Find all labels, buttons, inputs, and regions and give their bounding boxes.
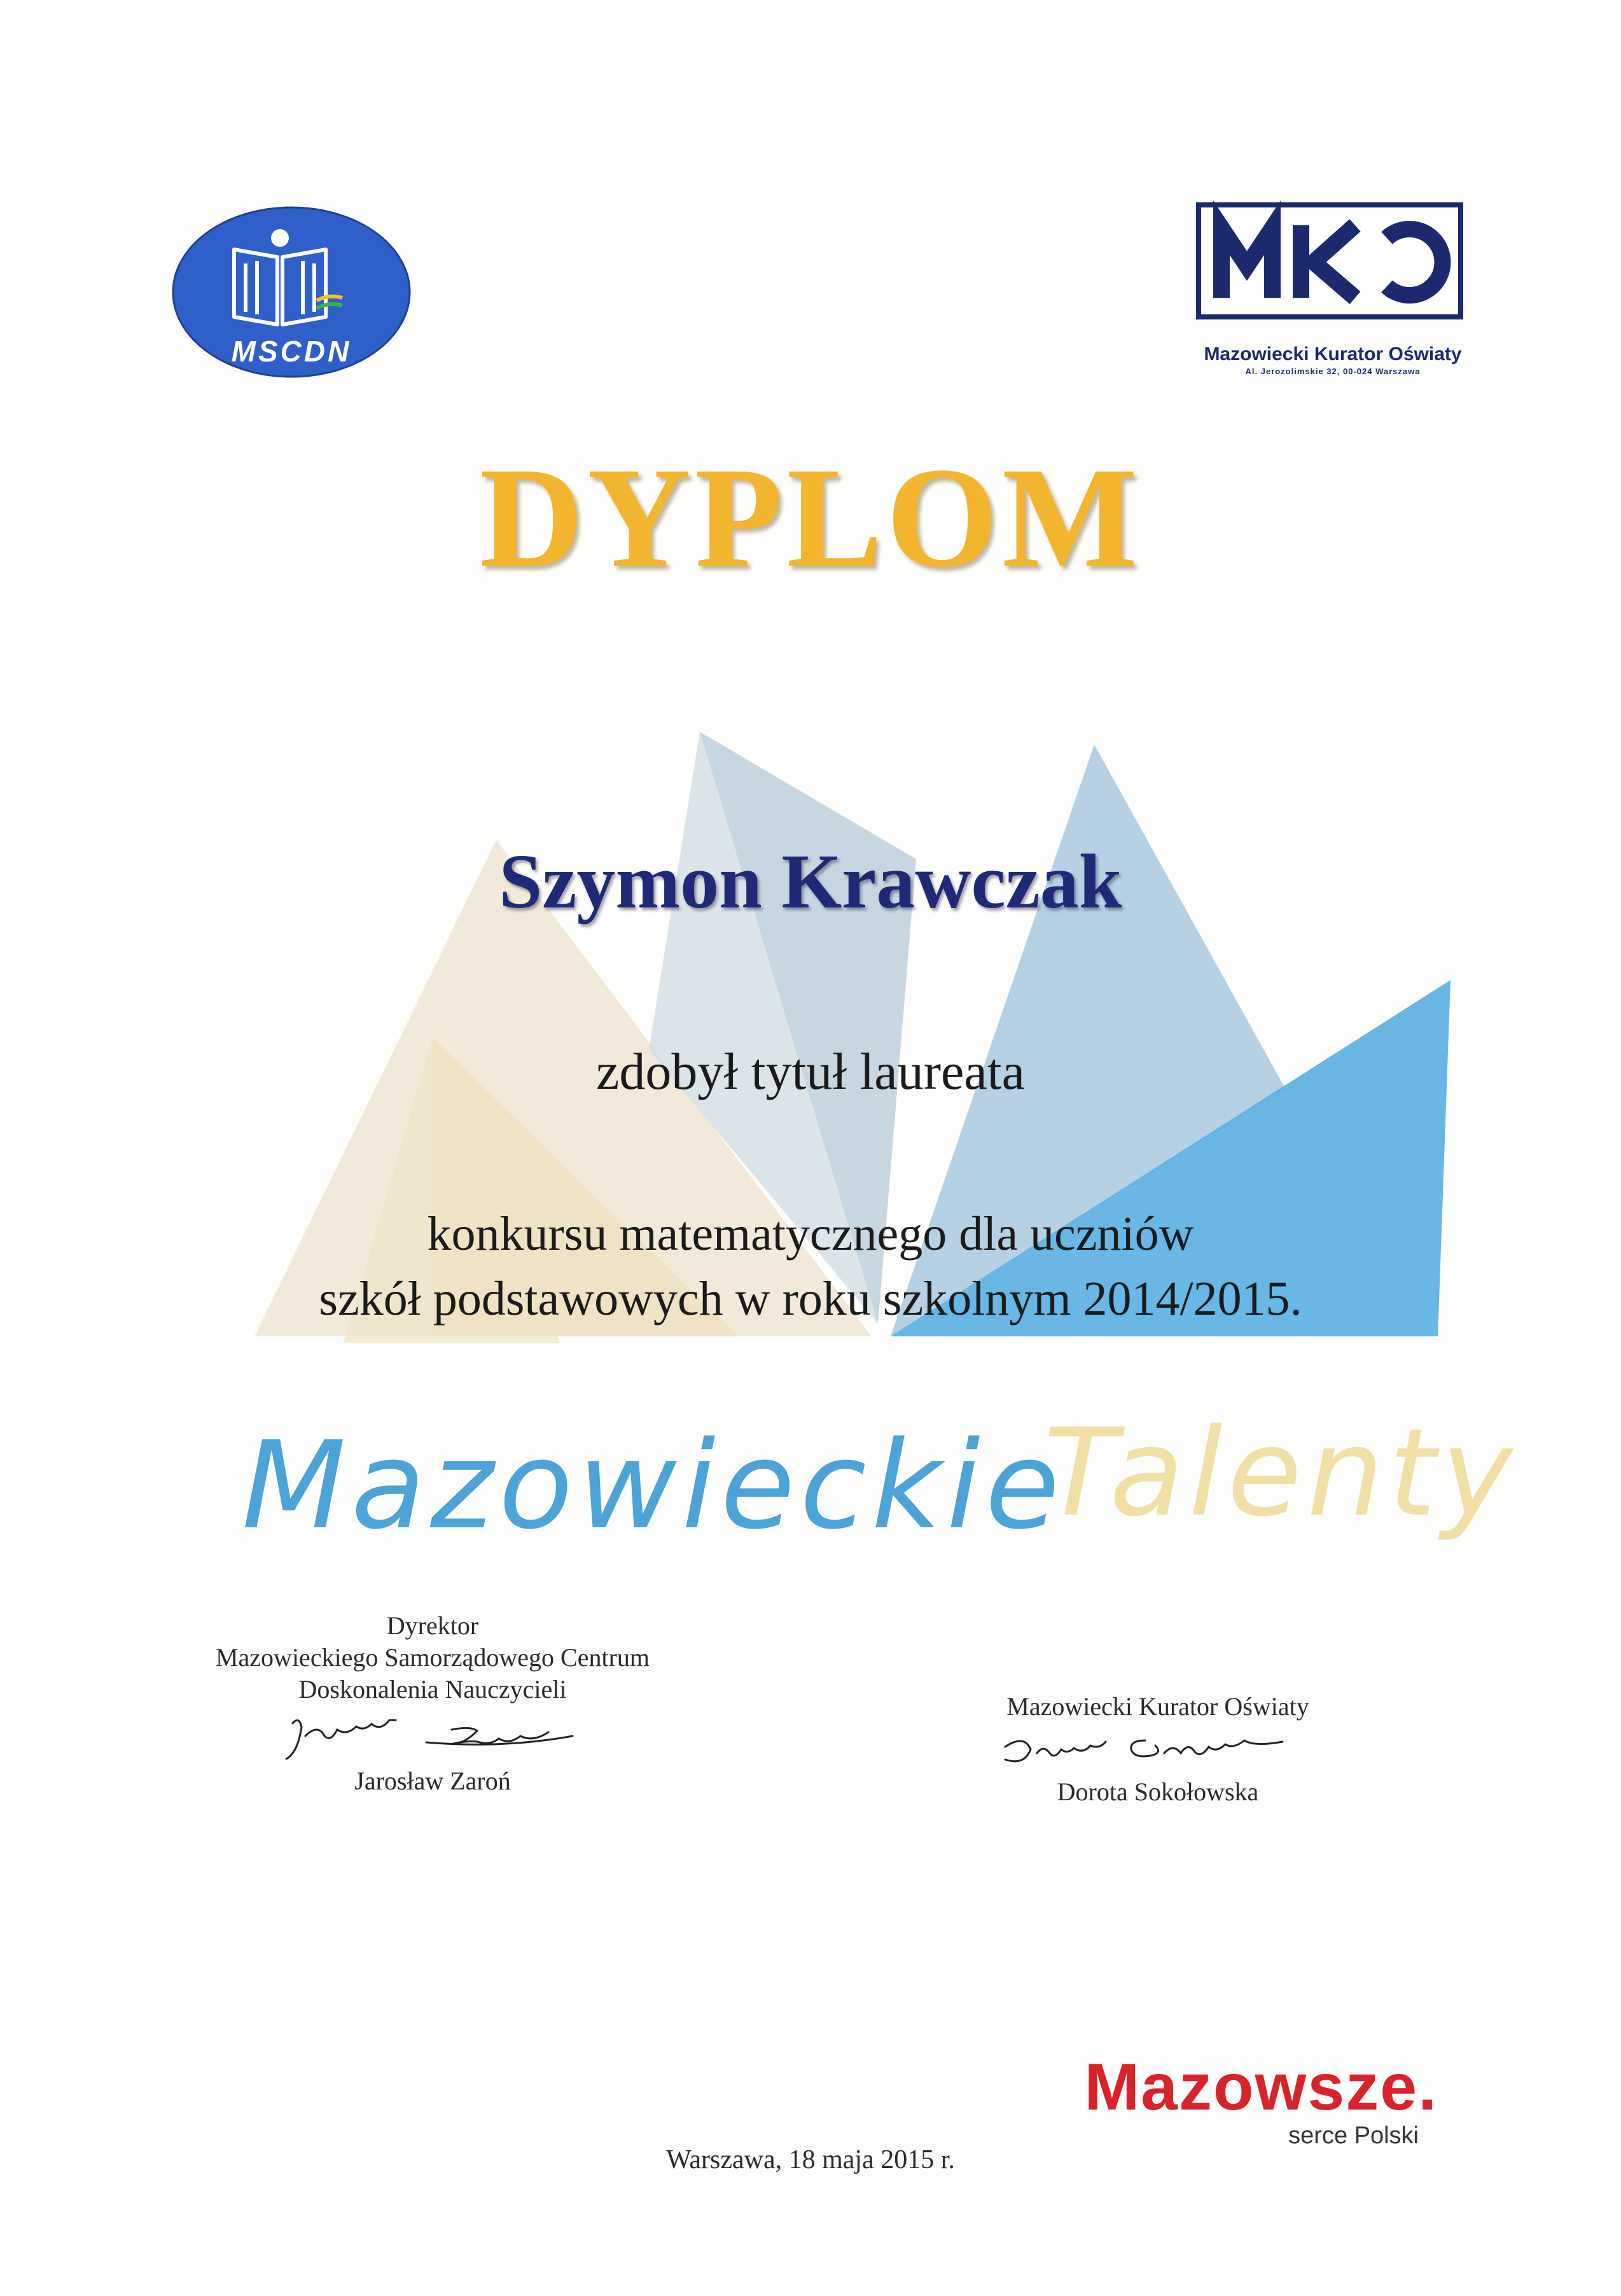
place-date: Warszawa, 18 maja 2015 r. xyxy=(666,2145,955,2174)
signature-left xyxy=(267,1711,598,1761)
mko-caption-address: Al. Jerozolimskie 32, 00-024 Warszawa xyxy=(1245,367,1421,376)
program-logo xyxy=(242,1387,1518,1572)
program-word-mazowieckie: Mazowieckie xyxy=(242,1415,1065,1556)
mko-caption-title: Mazowiecki Kurator Oświaty xyxy=(1204,344,1462,365)
signer-right-name: Dorota Sokołowska xyxy=(1057,1777,1259,1806)
diploma-title: DYPLOM xyxy=(479,438,1142,597)
signer-left-name: Jarosław Zaroń xyxy=(354,1767,511,1795)
signer-left-role-line1: Dyrektor xyxy=(386,1611,479,1640)
mko-caption xyxy=(1183,344,1482,376)
signature-block-right xyxy=(916,1691,1400,1808)
mazowsze-logo xyxy=(992,2046,1438,2129)
mscdn-logo-text: MSCDN xyxy=(231,335,352,368)
description xyxy=(0,1201,1621,1331)
signature-right xyxy=(992,1728,1323,1772)
description-line2: szkół podstawowych w roku szkolnym 2014/2015. xyxy=(319,1272,1302,1326)
signature-block-left xyxy=(153,1610,713,1797)
achievement-text: zdobył tytuł laureata xyxy=(596,1042,1025,1100)
mazowsze-logo-text: Mazowsze. xyxy=(1084,2050,1438,2124)
program-word-talenty: Talenty xyxy=(1043,1403,1518,1543)
mko-logo xyxy=(1196,202,1463,319)
signer-right-role-line1: Mazowiecki Kurator Oświaty xyxy=(1006,1692,1309,1721)
recipient-name: Szymon Krawczak xyxy=(499,839,1122,925)
mazowsze-subtitle: serce Polski xyxy=(1288,2122,1419,2149)
mscdn-logo xyxy=(170,205,412,379)
signer-left-role-line3: Doskonalenia Nauczycieli xyxy=(298,1675,567,1704)
signer-left-role-line2: Mazowieckiego Samorządowego Centrum xyxy=(215,1643,650,1672)
description-line1: konkursu matematycznego dla uczniów xyxy=(427,1207,1194,1261)
